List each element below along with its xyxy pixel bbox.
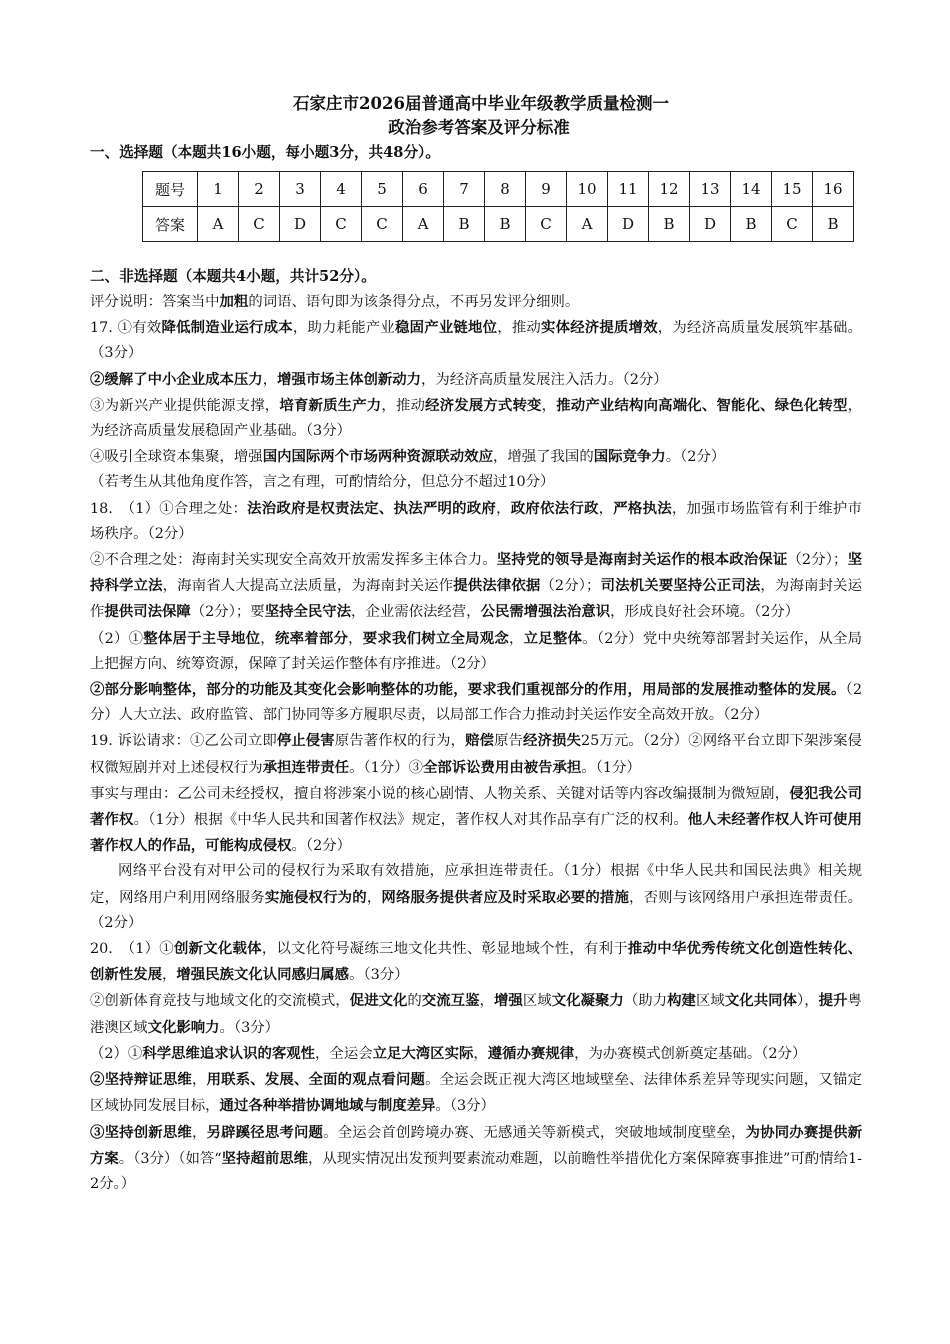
answer-row (143, 207, 854, 242)
answer-text: ②不合理之处：海南封关实现安全高效开放需发挥多主体合力。 (90, 552, 497, 569)
answer-text: ， (479, 993, 494, 1010)
scoring-point-text: 提供司法保障 (104, 603, 191, 621)
answer-text: （2分）； (540, 578, 601, 595)
question-number-cell: 14 (731, 172, 772, 207)
answer-text: ，否则与该网络用户承担连带责任。（2分） (90, 889, 862, 931)
question-number-cell: 5 (362, 172, 403, 207)
answer-paragraph (90, 988, 862, 1040)
answer-text: 的词语、语句即为该条得分点，不再另发评分细则。 (248, 294, 580, 310)
scoring-point-text: 停止侵害 (276, 732, 335, 750)
question-number-cell: 2 (239, 172, 280, 207)
answer-text: （助力 (623, 993, 668, 1010)
scoring-point-text: 立足大湾区实际 (372, 1044, 474, 1062)
scoring-point-text: 国际竞争力 (593, 448, 666, 466)
answer-text: ②创新体育竞技与地域文化的交流模式， (90, 993, 350, 1010)
answer-paragraph (90, 677, 862, 728)
answer-table (142, 171, 854, 242)
scoring-point-text: 促进文化 (349, 992, 408, 1010)
answer-text: 18. （1）①合理之处： (90, 500, 248, 517)
answer-cell: D (608, 207, 649, 242)
scoring-point-text: 赔偿 (465, 732, 495, 750)
scoring-point-text: 网络服务提供者应及时采取必要的措施 (381, 888, 630, 906)
answer-text: （2）① (90, 630, 144, 647)
answer-cell: D (690, 207, 731, 242)
answer-text: ， (598, 500, 614, 517)
scoring-point-text: 文化凝聚力 (551, 992, 624, 1010)
answer-text: ，企业需依法经营， (351, 604, 481, 621)
scoring-point-text: 另辟蹊径思考问题 (206, 1123, 324, 1141)
scoring-point-text: 政府依法行政 (510, 499, 599, 517)
answer-paragraph (90, 1041, 862, 1067)
scoring-point-text: 提供法律依据 (453, 577, 541, 595)
scoring-point-text: 用联系、发展、全面的观点看问题 (206, 1071, 426, 1089)
answer-cell: C (321, 207, 362, 242)
answer-cell: B (485, 207, 526, 242)
answer-text: ，形成良好社会环境。（2分） (610, 604, 800, 621)
answer-text: ， (161, 967, 177, 984)
answer-text: 。（3分） (219, 1019, 280, 1036)
answer-text: ，为经济高质量发展注入活力。（2分） (421, 371, 668, 388)
scoring-point-text: 坚持超前思维 (221, 1149, 309, 1167)
scoring-point-text: 法治政府是权责法定、执法严明的政府 (247, 499, 497, 517)
answer-paragraph (90, 728, 862, 780)
answer-cell: C (362, 207, 403, 242)
answer-text: 17. ①有效 (90, 320, 162, 337)
scoring-point-text: 降低制造业运行成本 (161, 319, 293, 337)
answer-text: 事实与理由：乙公司未经授权，擅自将涉案小说的核心剧情、人物关系、关键对话等内容改编摄制为微短剧， (90, 785, 790, 802)
answer-paragraph (90, 547, 862, 626)
scoring-point-text: 推动中华优秀传统文化创造性转化、创新性发展 (90, 940, 862, 984)
document-subtitle: 政治参考答案及评分标准 (388, 118, 570, 137)
answer-paragraph (90, 315, 862, 366)
answer-text: 的 (407, 993, 422, 1010)
scoring-point-text: 增强民族文化认同感归属感 (176, 966, 350, 984)
answer-paragraph (90, 1067, 862, 1119)
answer-text: （2）① (90, 1045, 143, 1062)
answer-text: ， (348, 630, 363, 647)
answer-paragraph (90, 1120, 862, 1198)
answer-text: ，助力耗能产业 (292, 320, 396, 337)
answer-cell: B (649, 207, 690, 242)
answer-text: ， (191, 1072, 207, 1089)
answer-text: 粤港澳区域 (90, 993, 862, 1036)
answer-text: 。（2分） (291, 838, 352, 855)
section1-heading: 一、选择题（本题共16小题，每小题3分，共48分）。 (90, 144, 440, 161)
scoring-point-text: ③坚持创新思维 (90, 1123, 192, 1141)
answer-paragraph (90, 444, 862, 470)
scoring-point-text: 侵犯我公司著作权 (90, 784, 862, 829)
answer-text: 19. 诉讼请求：①乙公司立即 (90, 733, 277, 750)
answer-paragraph (90, 859, 862, 936)
answer-text: ，推动 (381, 397, 426, 414)
answer-text: ，以文化符号凝练三地文化共性、彰显地域个性，有利于 (261, 941, 628, 958)
scoring-point-text: 遵循办赛规律 (487, 1044, 575, 1062)
answer-text: ， (260, 630, 275, 647)
answer-text: ， (541, 397, 557, 414)
question-number-cell: 12 (649, 172, 690, 207)
question-number-cell: 6 (403, 172, 444, 207)
scoring-point-text: 承担连带责任 (262, 758, 350, 776)
answer-text: 原告著作权的行为， (334, 733, 466, 750)
answer-paragraph (90, 367, 862, 393)
scoring-point-text: 公民需增强法治意识 (480, 603, 611, 621)
answer-text: （若考生从其他角度作答，言之有理，可酌情给分，但总分不超过10分） (90, 474, 555, 491)
scoring-point-text: 经济发展方式转变 (425, 396, 542, 414)
scoring-point-text: 司法机关要坚持公正司法 (600, 577, 761, 595)
answer-text: ， (473, 1045, 488, 1062)
scoring-point-text: ②缓解了中小企业成本压力 (90, 370, 263, 388)
answer-cell: C (526, 207, 567, 242)
scoring-point-text: 经济损失 (523, 732, 581, 750)
section2-heading: 二、非选择题（本题共4小题，共计52分）。 (90, 268, 376, 285)
scoring-point-text: 加粗 (219, 293, 249, 310)
scoring-point-text: 推动产业结构向高端化、智能化、绿色化转型 (556, 396, 848, 414)
answer-text: ， (508, 630, 524, 647)
scoring-point-text: 提升 (818, 992, 848, 1010)
answer-cell: C (772, 207, 813, 242)
answer-text: ③为新兴产业提供能源支撑， (90, 397, 280, 414)
answer-text: 。全运会首创跨境办赛、无感通关等新模式，突破地域制度壁垒， (323, 1124, 746, 1141)
answer-text: 。（2分） (665, 449, 726, 466)
answer-text: 。（3分）（如答“ (118, 1150, 222, 1167)
answer-text: ）， (796, 993, 819, 1010)
answer-text: ，为海南封关运作 (90, 578, 862, 621)
answer-cell: A (198, 207, 239, 242)
row-label-question: 题号 (143, 172, 198, 207)
scoring-point-text: 要求我们树立全局观念 (362, 629, 509, 647)
answer-paragraph (90, 393, 862, 444)
answer-text: ，全运会 (315, 1045, 373, 1062)
scoring-point-text: 培育新质生产力 (279, 396, 382, 414)
answer-text: 。（1分）根据《中华人民共和国著作权法》规定，著作权人对其作品享有广泛的权利。 (133, 812, 688, 829)
answer-document (90, 92, 862, 1197)
question-number-cell: 9 (526, 172, 567, 207)
row-label-answer: 答案 (143, 207, 198, 242)
question-number-row (143, 172, 854, 207)
answer-text: ，从现实情况出发预判要素流动难题，以前瞻性举措优化方案保障赛事推进”可酌情给1-2分。） (90, 1150, 862, 1192)
answer-paragraph (90, 626, 862, 677)
scoring-point-text: 严格执法 (613, 499, 672, 517)
scoring-point-text: 国内国际两个市场两种资源联动效应 (262, 448, 493, 466)
question-number-cell: 3 (280, 172, 321, 207)
answer-paragraph (90, 496, 862, 547)
answer-text: ，增强了我国的 (492, 449, 594, 466)
answer-text: （2分）； (787, 552, 848, 569)
answer-cell: C (239, 207, 280, 242)
question-number-cell: 13 (690, 172, 731, 207)
scoring-point-text: 为协同办赛提供新方案 (90, 1123, 862, 1167)
answer-cell: D (280, 207, 321, 242)
answer-text: ，为办赛模式创新奠定基础。（2分） (574, 1045, 807, 1062)
answer-text: 。（1分） (581, 759, 641, 776)
scoring-point-text: ②坚持辩证思维 (90, 1071, 192, 1089)
document-title: 石家庄市2026届普通高中毕业年级教学质量检测一 (293, 94, 669, 113)
answer-body (90, 289, 862, 1197)
answer-text: ，为经济高质量发展稳固产业基础。（3分） (90, 397, 862, 440)
answer-text: ，推动 (497, 320, 542, 337)
scoring-point-text: 增强市场主体创新动力 (277, 370, 422, 388)
scoring-point-text: 统率着部分 (274, 629, 349, 647)
scoring-point-text: 全部诉讼费用由被告承担 (422, 758, 582, 776)
answer-cell: B (444, 207, 485, 242)
answer-cell: A (403, 207, 444, 242)
scoring-point-text: 实体经济提质增效 (541, 319, 658, 337)
answer-text: 20. （1）① (90, 941, 174, 958)
scoring-point-text: 稳固产业链地位 (395, 319, 498, 337)
answer-text: 25万元。（2分）②网络平台立即下架涉案侵权微短剧并对上述侵权行为 (90, 733, 862, 776)
answer-text: 区域 (695, 993, 725, 1010)
scoring-point-text: 增强 (493, 992, 523, 1010)
scoring-point-text: 通过各种举措协调地域与制度差异 (219, 1097, 436, 1115)
answer-cell: A (567, 207, 608, 242)
answer-text: ，加强市场监管有利于维护市场秩序。（2分） (90, 500, 862, 542)
question-number-cell: 1 (198, 172, 239, 207)
scoring-point-text: 科学思维追求认识的客观性 (142, 1044, 316, 1062)
question-number-cell: 15 (772, 172, 813, 207)
scoring-point-text: 创新文化载体 (173, 940, 262, 958)
answer-text: （2分）人大立法、政府监管、部门协同等多方履职尽责，以局部工作合力推动封关运作安全高效开放。（2分） (90, 682, 862, 724)
answer-text: 。全运会既正视大湾区地域壁垒、法律体系差异等现实问题，又锚定区域协同发展目标， (90, 1072, 862, 1115)
scoring-point-text: 坚持全民守法 (264, 603, 352, 621)
answer-paragraph (90, 289, 862, 315)
question-number-cell: 8 (485, 172, 526, 207)
question-number-cell: 4 (321, 172, 362, 207)
question-number-cell: 10 (567, 172, 608, 207)
answer-text: 。（3分） (349, 967, 409, 984)
answer-paragraph (90, 470, 862, 495)
scoring-point-text: 交流互鉴 (421, 992, 480, 1010)
answer-cell: B (813, 207, 854, 242)
answer-text: ， (262, 371, 278, 388)
answer-paragraph (90, 936, 862, 988)
answer-text: 原告 (494, 733, 524, 750)
scoring-point-text: 文化影响力 (147, 1018, 220, 1036)
scoring-point-text: 坚持科学立法 (90, 551, 862, 595)
answer-text: ， (496, 500, 511, 517)
scoring-point-text: 文化共同体 (724, 992, 797, 1010)
question-number-cell: 11 (608, 172, 649, 207)
answer-text: 。（3分） (435, 1098, 495, 1115)
answer-cell: B (731, 207, 772, 242)
answer-text: ，海南省人大提高立法质量，为海南封关运作 (162, 578, 454, 595)
answer-text: 。（2分）党中央统筹部署封关运作，从全局上把握方向、统筹资源，保障了封关运作整体有序推进。（2分） (90, 630, 862, 672)
answer-text: 区域 (522, 993, 552, 1010)
answer-text: ， (191, 1124, 207, 1141)
answer-text: 。（1分）③ (349, 759, 423, 776)
answer-text: ， (366, 889, 382, 906)
answer-text: 网络平台没有对甲公司的侵权行为采取有效措施，应承担连带责任。（1分）根据《中华人民共和国民法典》相关规定，网络用户利用网络服务 (90, 863, 862, 906)
scoring-point-text: 实施侵权行为的 (264, 888, 367, 906)
scoring-point-text: 坚持党的领导是海南封关运作的根本政治保证 (496, 551, 788, 569)
scoring-point-text: 他人未经著作权人许可使用著作权人的作品，可能构成侵权 (90, 811, 862, 855)
scoring-point-text: ②部分影响整体，部分的功能及其变化会影响整体的功能，要求我们重视部分的作用，用局部的发展推动整体的发展。 (90, 681, 846, 699)
answer-text: 评分说明：答案当中 (90, 294, 220, 310)
scoring-point-text: 构建 (667, 992, 696, 1010)
answer-text: ④吸引全球资本集聚，增强 (90, 449, 263, 466)
answer-text: （2分）；要 (190, 604, 265, 621)
question-number-cell: 7 (444, 172, 485, 207)
answer-paragraph (90, 781, 862, 860)
answer-text: ，为经济高质量发展筑牢基础。（3分） (90, 320, 862, 362)
scoring-point-text: 整体居于主导地位 (143, 629, 261, 647)
scoring-point-text: 立足整体 (523, 629, 583, 647)
question-number-cell: 16 (813, 172, 854, 207)
